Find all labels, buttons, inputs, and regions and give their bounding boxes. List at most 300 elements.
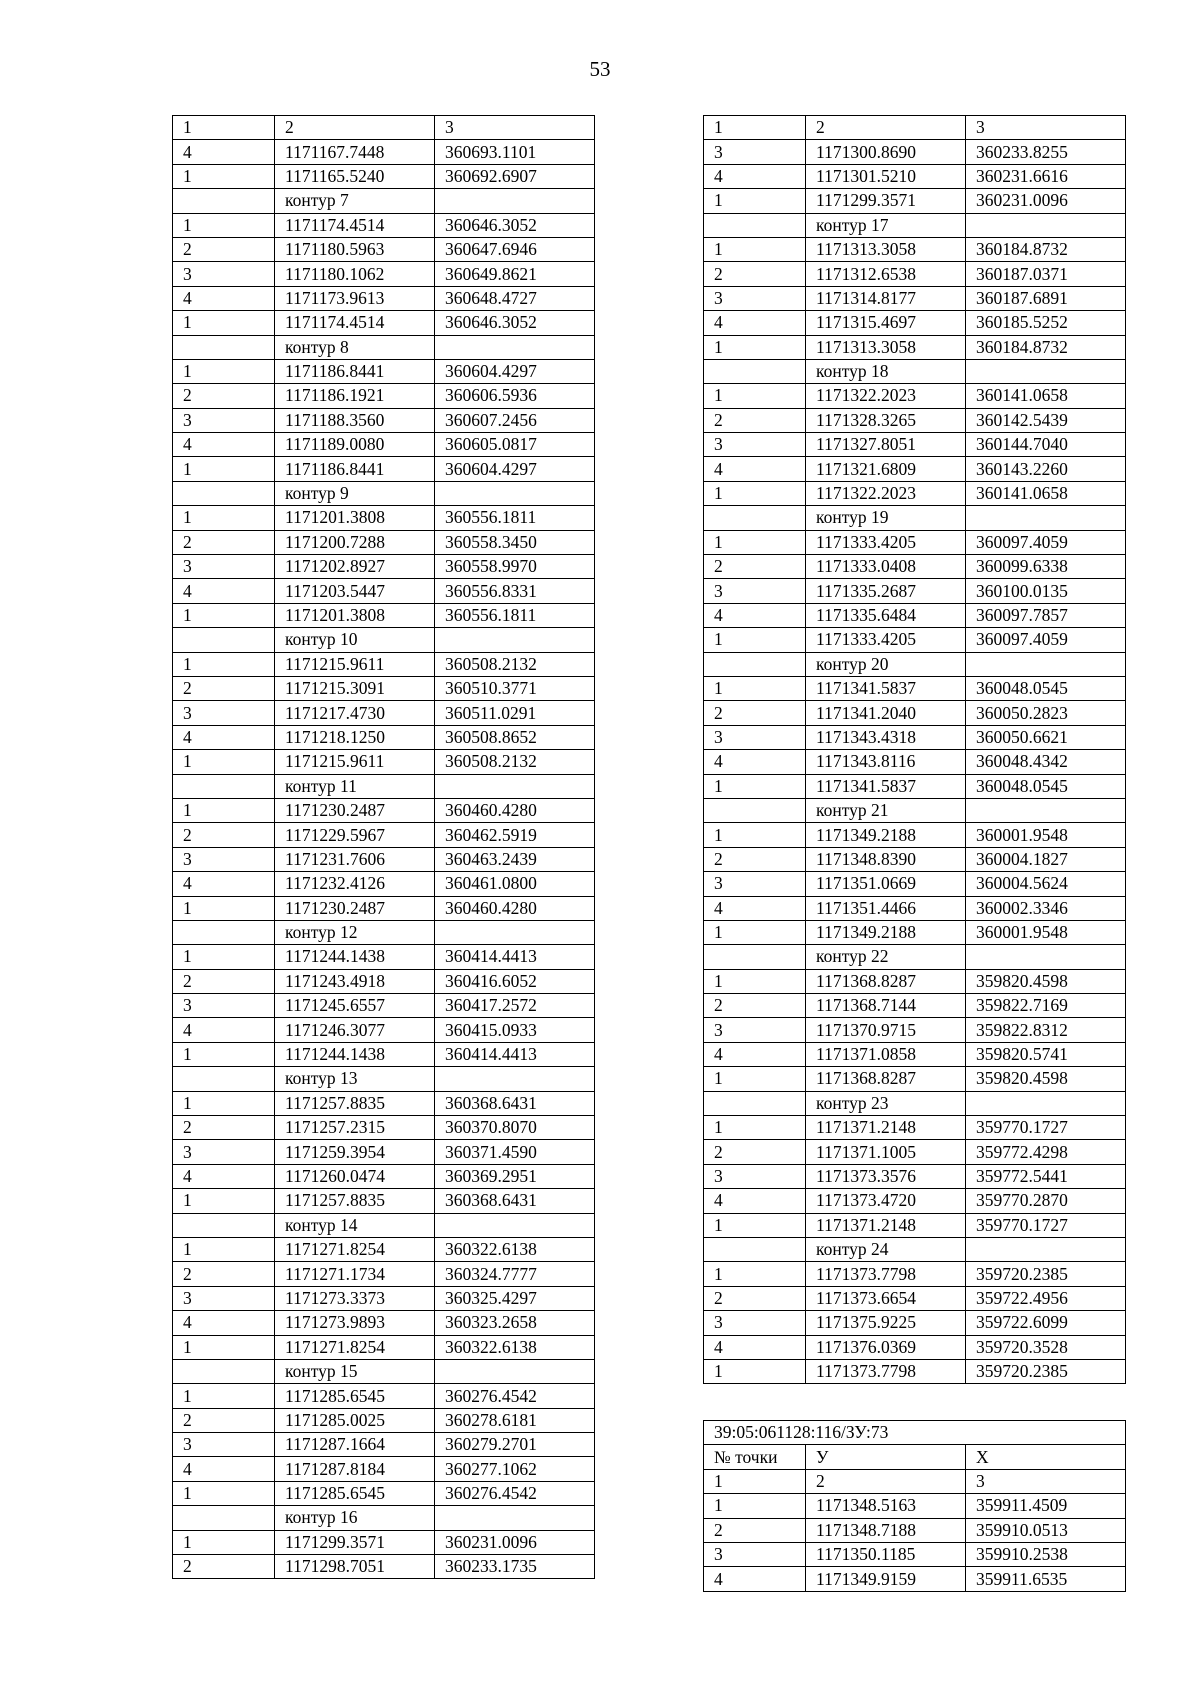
point-number-cell bbox=[704, 506, 806, 530]
x-coordinate-cell: 360141.0658 bbox=[966, 384, 1126, 408]
x-coordinate-cell: 360004.1827 bbox=[966, 847, 1126, 871]
point-number-cell bbox=[173, 628, 275, 652]
x-coordinate-cell bbox=[966, 359, 1126, 383]
table-row bbox=[173, 823, 595, 847]
point-number-cell: 2 bbox=[704, 408, 806, 432]
x-coordinate-cell: 359910.0513 bbox=[966, 1518, 1126, 1542]
table-row bbox=[173, 164, 595, 188]
x-coordinate-cell: 360692.6907 bbox=[435, 164, 595, 188]
table-row bbox=[704, 1067, 1126, 1091]
y-coordinate-cell: 1171350.1185 bbox=[806, 1542, 966, 1566]
x-coordinate-cell: 360278.6181 bbox=[435, 1408, 595, 1432]
table-row bbox=[173, 1311, 595, 1335]
x-coordinate-cell: 360322.6138 bbox=[435, 1237, 595, 1261]
point-number-cell: 2 bbox=[704, 555, 806, 579]
point-number-cell: 1 bbox=[173, 1091, 275, 1115]
point-number-cell: 3 bbox=[704, 140, 806, 164]
x-coordinate-cell: 360369.2951 bbox=[435, 1164, 595, 1188]
y-coordinate-cell: 1171203.5447 bbox=[275, 579, 435, 603]
parcel-coordinates-table bbox=[703, 1420, 1126, 1592]
point-number-cell: 2 bbox=[704, 847, 806, 871]
point-number-cell: 1 bbox=[704, 530, 806, 554]
table-row bbox=[704, 116, 1126, 140]
table-row bbox=[704, 1311, 1126, 1335]
x-coordinate-cell: 360463.2439 bbox=[435, 847, 595, 871]
header-point-number: № точки bbox=[704, 1445, 806, 1469]
x-coordinate-cell bbox=[435, 481, 595, 505]
y-coordinate-cell: 1171271.8254 bbox=[275, 1237, 435, 1261]
y-coordinate-cell: 1171349.2188 bbox=[806, 823, 966, 847]
point-number-cell: 1 bbox=[704, 237, 806, 261]
table-row bbox=[173, 1189, 595, 1213]
coordinates-table-left-body bbox=[173, 116, 595, 1579]
x-coordinate-cell: 360231.0096 bbox=[435, 1530, 595, 1554]
point-number-cell: 1 bbox=[704, 335, 806, 359]
x-coordinate-cell: 360233.8255 bbox=[966, 140, 1126, 164]
table-row bbox=[704, 335, 1126, 359]
point-number-cell bbox=[704, 359, 806, 383]
point-number-cell bbox=[173, 1506, 275, 1530]
table-row bbox=[704, 774, 1126, 798]
point-number-cell: 4 bbox=[704, 750, 806, 774]
point-number-cell bbox=[173, 189, 275, 213]
table-row bbox=[704, 1042, 1126, 1066]
point-number-cell: 4 bbox=[173, 1018, 275, 1042]
table-row bbox=[704, 1518, 1126, 1542]
y-coordinate-cell: 1171167.7448 bbox=[275, 140, 435, 164]
x-coordinate-cell: 360416.6052 bbox=[435, 969, 595, 993]
y-coordinate-cell: 1171375.9225 bbox=[806, 1311, 966, 1335]
y-coordinate-cell: 1171341.2040 bbox=[806, 701, 966, 725]
y-coordinate-cell: 1171314.8177 bbox=[806, 286, 966, 310]
table-row bbox=[173, 579, 595, 603]
x-coordinate-cell: 360143.2260 bbox=[966, 457, 1126, 481]
table-row bbox=[173, 676, 595, 700]
contour-header-row bbox=[173, 1213, 595, 1237]
y-coordinate-cell: 1171218.1250 bbox=[275, 725, 435, 749]
point-number-cell: 4 bbox=[704, 1335, 806, 1359]
contour-header-row bbox=[173, 1067, 595, 1091]
y-coordinate-cell: 1171180.5963 bbox=[275, 237, 435, 261]
point-number-cell: 2 bbox=[704, 1140, 806, 1164]
y-coordinate-cell: 1171370.9715 bbox=[806, 1018, 966, 1042]
x-coordinate-cell: 360048.0545 bbox=[966, 774, 1126, 798]
table-row bbox=[704, 1469, 1126, 1493]
parcel-header-row bbox=[704, 1445, 1126, 1469]
table-row bbox=[173, 457, 595, 481]
point-number-cell bbox=[173, 335, 275, 359]
table-row bbox=[704, 457, 1126, 481]
x-coordinate-cell: 360187.0371 bbox=[966, 262, 1126, 286]
table-row bbox=[704, 481, 1126, 505]
y-coordinate-cell: 1171299.3571 bbox=[275, 1530, 435, 1554]
x-coordinate-cell bbox=[966, 1091, 1126, 1115]
contour-label: контур 12 bbox=[275, 920, 435, 944]
y-coordinate-cell: 1171244.1438 bbox=[275, 1042, 435, 1066]
page-number: 53 bbox=[589, 57, 611, 81]
table-row bbox=[704, 994, 1126, 1018]
y-coordinate-cell: 1171230.2487 bbox=[275, 896, 435, 920]
table-row bbox=[704, 603, 1126, 627]
contour-header-row bbox=[173, 1506, 595, 1530]
point-number-cell bbox=[704, 945, 806, 969]
x-coordinate-cell: 359820.5741 bbox=[966, 1042, 1126, 1066]
contour-label: контур 20 bbox=[806, 652, 966, 676]
y-coordinate-cell: 1171335.2687 bbox=[806, 579, 966, 603]
table-row bbox=[704, 384, 1126, 408]
y-coordinate-cell: 1171298.7051 bbox=[275, 1555, 435, 1579]
point-number-cell: 3 bbox=[173, 408, 275, 432]
coordinates-table-left bbox=[172, 115, 595, 1579]
table-row bbox=[173, 872, 595, 896]
x-coordinate-cell: 360558.3450 bbox=[435, 530, 595, 554]
y-coordinate-cell: 1171287.8184 bbox=[275, 1457, 435, 1481]
y-coordinate-cell: 1171343.8116 bbox=[806, 750, 966, 774]
x-coordinate-cell: 359910.2538 bbox=[966, 1542, 1126, 1566]
x-coordinate-cell: 360097.4059 bbox=[966, 530, 1126, 554]
point-number-cell: 3 bbox=[173, 1140, 275, 1164]
x-coordinate-cell: 360648.4727 bbox=[435, 286, 595, 310]
point-number-cell: 4 bbox=[173, 579, 275, 603]
contour-header-row bbox=[173, 628, 595, 652]
point-number-cell: 1 bbox=[173, 457, 275, 481]
point-number-cell: 4 bbox=[704, 896, 806, 920]
y-coordinate-cell: 1171217.4730 bbox=[275, 701, 435, 725]
table-row bbox=[173, 506, 595, 530]
y-coordinate-cell: 1171188.3560 bbox=[275, 408, 435, 432]
x-coordinate-cell bbox=[435, 628, 595, 652]
table-row bbox=[704, 433, 1126, 457]
x-coordinate-cell: 359820.4598 bbox=[966, 1067, 1126, 1091]
contour-header-row bbox=[173, 1359, 595, 1383]
table-row bbox=[704, 1335, 1126, 1359]
point-number-cell: 2 bbox=[173, 969, 275, 993]
table-row bbox=[173, 847, 595, 871]
x-coordinate-cell: 359770.2870 bbox=[966, 1189, 1126, 1213]
table-row bbox=[173, 237, 595, 261]
x-coordinate-cell: 360142.5439 bbox=[966, 408, 1126, 432]
table-row bbox=[704, 189, 1126, 213]
x-coordinate-cell: 359822.8312 bbox=[966, 1018, 1126, 1042]
x-coordinate-cell: 360647.6946 bbox=[435, 237, 595, 261]
x-coordinate-cell bbox=[435, 920, 595, 944]
table-row bbox=[173, 725, 595, 749]
y-coordinate-cell: 1171230.2487 bbox=[275, 798, 435, 822]
point-number-cell: 1 bbox=[704, 823, 806, 847]
point-number-cell: 3 bbox=[704, 1164, 806, 1188]
x-coordinate-cell: 360324.7777 bbox=[435, 1262, 595, 1286]
x-coordinate-cell: 360461.0800 bbox=[435, 872, 595, 896]
x-coordinate-cell: 359720.3528 bbox=[966, 1335, 1126, 1359]
y-coordinate-cell: 1171245.6557 bbox=[275, 994, 435, 1018]
point-number-cell: 3 bbox=[704, 1542, 806, 1566]
y-coordinate-cell: 1171165.5240 bbox=[275, 164, 435, 188]
table-row bbox=[173, 969, 595, 993]
table-row bbox=[704, 140, 1126, 164]
table-row bbox=[173, 1140, 595, 1164]
y-coordinate-cell: 1171349.2188 bbox=[806, 920, 966, 944]
x-coordinate-cell: 359720.2385 bbox=[966, 1262, 1126, 1286]
x-coordinate-cell: 360002.3346 bbox=[966, 896, 1126, 920]
table-row bbox=[173, 750, 595, 774]
x-coordinate-cell: 360048.4342 bbox=[966, 750, 1126, 774]
x-coordinate-cell: 360185.5252 bbox=[966, 311, 1126, 335]
y-coordinate-cell: 1171313.3058 bbox=[806, 335, 966, 359]
table-row bbox=[704, 1164, 1126, 1188]
y-coordinate-cell: 1171260.0474 bbox=[275, 1164, 435, 1188]
y-coordinate-cell: 1171173.9613 bbox=[275, 286, 435, 310]
point-number-cell: 4 bbox=[173, 433, 275, 457]
point-number-cell: 1 bbox=[704, 1359, 806, 1383]
table-row bbox=[173, 1116, 595, 1140]
point-number-cell: 4 bbox=[704, 311, 806, 335]
x-coordinate-cell: 360556.8331 bbox=[435, 579, 595, 603]
point-number-cell: 4 bbox=[173, 725, 275, 749]
contour-label: контур 21 bbox=[806, 798, 966, 822]
table-row bbox=[173, 994, 595, 1018]
x-coordinate-cell: 359822.7169 bbox=[966, 994, 1126, 1018]
table-row bbox=[704, 1286, 1126, 1310]
point-number-cell bbox=[704, 213, 806, 237]
x-coordinate-cell bbox=[435, 1213, 595, 1237]
y-coordinate-cell: 2 bbox=[806, 1469, 966, 1493]
y-coordinate-cell: 1171333.4205 bbox=[806, 628, 966, 652]
y-coordinate-cell: 1171341.5837 bbox=[806, 676, 966, 700]
point-number-cell: 4 bbox=[704, 1189, 806, 1213]
point-number-cell: 2 bbox=[704, 1286, 806, 1310]
x-coordinate-cell: 360099.6338 bbox=[966, 555, 1126, 579]
y-coordinate-cell: 1171348.8390 bbox=[806, 847, 966, 871]
point-number-cell: 1 bbox=[173, 652, 275, 676]
y-coordinate-cell: 1171273.9893 bbox=[275, 1311, 435, 1335]
y-coordinate-cell: 1171186.1921 bbox=[275, 384, 435, 408]
x-coordinate-cell: 360606.5936 bbox=[435, 384, 595, 408]
x-coordinate-cell: 3 bbox=[435, 116, 595, 140]
y-coordinate-cell: 1171371.2148 bbox=[806, 1116, 966, 1140]
parcel-title-row bbox=[704, 1421, 1126, 1445]
x-coordinate-cell: 360231.6616 bbox=[966, 164, 1126, 188]
table-row bbox=[173, 1408, 595, 1432]
table-row bbox=[704, 750, 1126, 774]
table-row bbox=[173, 1433, 595, 1457]
table-row bbox=[173, 896, 595, 920]
y-coordinate-cell: 1171215.9611 bbox=[275, 652, 435, 676]
y-coordinate-cell: 1171215.3091 bbox=[275, 676, 435, 700]
y-coordinate-cell: 1171271.1734 bbox=[275, 1262, 435, 1286]
table-row bbox=[704, 1213, 1126, 1237]
point-number-cell: 2 bbox=[704, 1518, 806, 1542]
y-coordinate-cell: 1171333.4205 bbox=[806, 530, 966, 554]
point-number-cell: 2 bbox=[704, 262, 806, 286]
point-number-cell: 4 bbox=[173, 1311, 275, 1335]
point-number-cell: 1 bbox=[704, 1116, 806, 1140]
contour-label: контур 19 bbox=[806, 506, 966, 530]
x-coordinate-cell: 360325.4297 bbox=[435, 1286, 595, 1310]
x-coordinate-cell: 360184.8732 bbox=[966, 237, 1126, 261]
y-coordinate-cell: 1171373.7798 bbox=[806, 1359, 966, 1383]
point-number-cell: 4 bbox=[704, 603, 806, 627]
point-number-cell: 1 bbox=[173, 945, 275, 969]
point-number-cell: 1 bbox=[173, 1042, 275, 1066]
contour-label: контур 10 bbox=[275, 628, 435, 652]
x-coordinate-cell: 360508.2132 bbox=[435, 750, 595, 774]
x-coordinate-cell bbox=[435, 1067, 595, 1091]
y-coordinate-cell: 1171271.8254 bbox=[275, 1335, 435, 1359]
contour-label: контур 7 bbox=[275, 189, 435, 213]
x-coordinate-cell: 360050.2823 bbox=[966, 701, 1126, 725]
table-row bbox=[173, 945, 595, 969]
y-coordinate-cell: 1171180.1062 bbox=[275, 262, 435, 286]
table-row bbox=[704, 530, 1126, 554]
x-coordinate-cell: 360556.1811 bbox=[435, 603, 595, 627]
table-row bbox=[704, 1116, 1126, 1140]
table-row bbox=[173, 1018, 595, 1042]
x-coordinate-cell: 359770.1727 bbox=[966, 1116, 1126, 1140]
x-coordinate-cell: 359720.2385 bbox=[966, 1359, 1126, 1383]
table-row bbox=[704, 262, 1126, 286]
table-row bbox=[704, 1189, 1126, 1213]
x-coordinate-cell bbox=[435, 774, 595, 798]
y-coordinate-cell: 1171333.0408 bbox=[806, 555, 966, 579]
table-row bbox=[173, 652, 595, 676]
y-coordinate-cell: 2 bbox=[275, 116, 435, 140]
point-number-cell: 1 bbox=[704, 676, 806, 700]
table-row bbox=[704, 237, 1126, 261]
point-number-cell: 2 bbox=[173, 1262, 275, 1286]
y-coordinate-cell: 1171259.3954 bbox=[275, 1140, 435, 1164]
table-row bbox=[704, 1542, 1126, 1566]
contour-header-row bbox=[704, 798, 1126, 822]
x-coordinate-cell: 360510.3771 bbox=[435, 676, 595, 700]
parcel-coordinates-body bbox=[704, 1469, 1126, 1591]
point-number-cell: 3 bbox=[173, 262, 275, 286]
point-number-cell bbox=[704, 798, 806, 822]
y-coordinate-cell: 1171285.0025 bbox=[275, 1408, 435, 1432]
x-coordinate-cell: 359722.4956 bbox=[966, 1286, 1126, 1310]
point-number-cell: 3 bbox=[704, 1311, 806, 1335]
point-number-cell: 4 bbox=[173, 286, 275, 310]
x-coordinate-cell bbox=[966, 798, 1126, 822]
contour-label: контур 16 bbox=[275, 1506, 435, 1530]
point-number-cell: 3 bbox=[173, 701, 275, 725]
point-number-cell bbox=[173, 1067, 275, 1091]
y-coordinate-cell: 2 bbox=[806, 116, 966, 140]
table-row bbox=[173, 1481, 595, 1505]
point-number-cell: 1 bbox=[173, 506, 275, 530]
point-number-cell: 3 bbox=[704, 872, 806, 896]
x-coordinate-cell: 360558.9970 bbox=[435, 555, 595, 579]
y-coordinate-cell: 1171244.1438 bbox=[275, 945, 435, 969]
y-coordinate-cell: 1171186.8441 bbox=[275, 457, 435, 481]
point-number-cell: 1 bbox=[173, 116, 275, 140]
contour-header-row bbox=[173, 335, 595, 359]
point-number-cell: 4 bbox=[704, 1042, 806, 1066]
table-row bbox=[704, 823, 1126, 847]
table-row bbox=[704, 311, 1126, 335]
table-row bbox=[173, 359, 595, 383]
y-coordinate-cell: 1171376.0369 bbox=[806, 1335, 966, 1359]
point-number-cell: 1 bbox=[173, 1530, 275, 1554]
table-row bbox=[704, 701, 1126, 725]
point-number-cell bbox=[704, 1237, 806, 1261]
y-coordinate-cell: 1171246.3077 bbox=[275, 1018, 435, 1042]
point-number-cell: 1 bbox=[704, 189, 806, 213]
table-row bbox=[704, 969, 1126, 993]
x-coordinate-cell: 360604.4297 bbox=[435, 359, 595, 383]
table-row bbox=[704, 872, 1126, 896]
y-coordinate-cell: 1171322.2023 bbox=[806, 481, 966, 505]
contour-label: контур 22 bbox=[806, 945, 966, 969]
table-row bbox=[173, 116, 595, 140]
table-row bbox=[173, 1530, 595, 1554]
contour-label: контур 11 bbox=[275, 774, 435, 798]
table-row bbox=[704, 628, 1126, 652]
table-row bbox=[704, 920, 1126, 944]
x-coordinate-cell: 360371.4590 bbox=[435, 1140, 595, 1164]
x-coordinate-cell: 360004.5624 bbox=[966, 872, 1126, 896]
x-coordinate-cell: 360368.6431 bbox=[435, 1189, 595, 1213]
table-row bbox=[173, 311, 595, 335]
table-row bbox=[173, 213, 595, 237]
table-row bbox=[704, 896, 1126, 920]
point-number-cell: 1 bbox=[704, 920, 806, 944]
x-coordinate-cell: 360001.9548 bbox=[966, 823, 1126, 847]
point-number-cell: 1 bbox=[173, 213, 275, 237]
point-number-cell: 3 bbox=[704, 725, 806, 749]
point-number-cell bbox=[173, 1359, 275, 1383]
point-number-cell bbox=[704, 1091, 806, 1115]
point-number-cell: 2 bbox=[173, 237, 275, 261]
contour-header-row bbox=[704, 506, 1126, 530]
x-coordinate-cell: 360604.4297 bbox=[435, 457, 595, 481]
y-coordinate-cell: 1171328.3265 bbox=[806, 408, 966, 432]
point-number-cell: 1 bbox=[173, 1189, 275, 1213]
y-coordinate-cell: 1171231.7606 bbox=[275, 847, 435, 871]
point-number-cell: 3 bbox=[173, 555, 275, 579]
table-row bbox=[704, 1262, 1126, 1286]
table-row bbox=[173, 286, 595, 310]
table-row bbox=[704, 1018, 1126, 1042]
table-row bbox=[704, 847, 1126, 871]
x-coordinate-cell bbox=[435, 335, 595, 359]
x-coordinate-cell: 360141.0658 bbox=[966, 481, 1126, 505]
y-coordinate-cell: 1171232.4126 bbox=[275, 872, 435, 896]
point-number-cell: 1 bbox=[173, 798, 275, 822]
x-coordinate-cell: 360233.1735 bbox=[435, 1555, 595, 1579]
table-row bbox=[173, 1335, 595, 1359]
x-coordinate-cell bbox=[435, 1359, 595, 1383]
table-row bbox=[704, 1494, 1126, 1518]
table-row bbox=[173, 1091, 595, 1115]
y-coordinate-cell: 1171351.0669 bbox=[806, 872, 966, 896]
table-row bbox=[173, 262, 595, 286]
table-row bbox=[173, 1164, 595, 1188]
point-number-cell bbox=[173, 774, 275, 798]
table-row bbox=[704, 579, 1126, 603]
y-coordinate-cell: 1171301.5210 bbox=[806, 164, 966, 188]
table-row bbox=[173, 1042, 595, 1066]
contour-header-row bbox=[173, 189, 595, 213]
y-coordinate-cell: 1171257.8835 bbox=[275, 1091, 435, 1115]
point-number-cell: 3 bbox=[173, 847, 275, 871]
point-number-cell: 1 bbox=[173, 359, 275, 383]
point-number-cell: 3 bbox=[704, 286, 806, 310]
x-coordinate-cell: 360368.6431 bbox=[435, 1091, 595, 1115]
contour-label: контур 24 bbox=[806, 1237, 966, 1261]
header-x: Х bbox=[966, 1445, 1126, 1469]
x-coordinate-cell bbox=[966, 945, 1126, 969]
contour-header-row bbox=[704, 359, 1126, 383]
